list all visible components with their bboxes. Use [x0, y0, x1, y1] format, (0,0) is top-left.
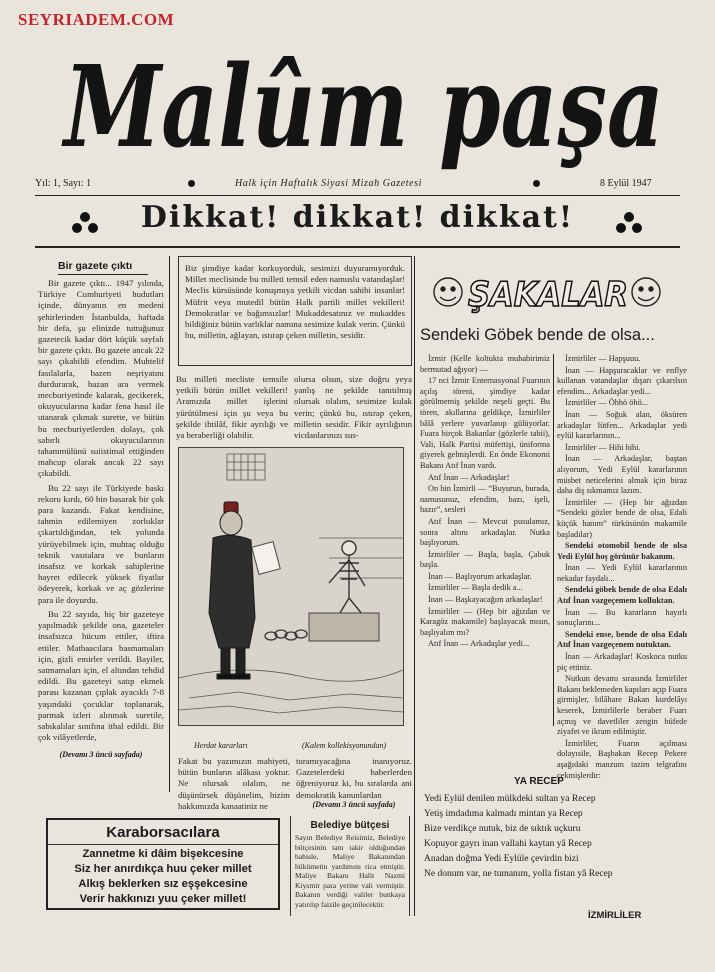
article-title-bir-gazete: Bir gazete çıktı: [58, 260, 133, 272]
info-bar: [35, 178, 680, 194]
clover-icon: [72, 212, 98, 236]
karaborsa-box: [46, 818, 280, 910]
sakalar-left-column: İzmir (Kelle koltukta muhabirimiz bermutad ağıyor) — 17 nci İzmir Enternasyonal Fuarının açılış töreni, şimdiye kadar görülmemiş şekilde neşeli geçti. Bu tören, akıllarına geldikçe, İzmirliler bâlâ yerlere yuvarlanıp gülüyorlar. Fuara birçok Bakanlar (gözlerle tabii), Vali, Halk Partisi müfettişi, üniforma giyerek gelmişlerdi. En önde Ekonomi Bakanı Atıf İnan vardı. Atıf İnan — Arkadaşlar! On bin İzmirli — “Buyurun, burada, namusunuz, efendim, bazı, işeli, hazır”, sesleri Atıf İnan — Mevcut pusulamız, sonra altını arkadaşlar. Nutka başlıyorum. İzmirliler — Başla, başla, Çabuk başla. İnan — Başlıyorum arkadaşlar. İzmirliler — Başla dedik a... İnan — Başkayacağım arkadaşlar! İzmirliler — (Hep bir ağızdan ve Karagöz makamile) başlayacak mısın, başlıyalım mı? Atıf İnan — Arkadaşlar yedi...: [420, 354, 550, 649]
poem-signature: İZMİRLİLER: [588, 910, 642, 921]
poem-title: YA RECEP: [514, 776, 564, 787]
belediye-title: Belediye bütçesi: [310, 820, 390, 831]
article-bottom-right: turamıyacağına inanıyoruz. Gazetelerdeki haberlerden öğreniyoruz ki, bu sıralarda ani demokratik kanunlardan: [296, 756, 412, 800]
site-watermark: SEYRIADEM.COM: [18, 10, 175, 29]
sakalar-logo: [428, 262, 668, 324]
intro-box: [178, 256, 412, 366]
masthead-title: Malûm paşa: [60, 42, 664, 173]
karaborsa-title: Karaborsacılara: [106, 824, 220, 841]
caption-right: (Kalem kollekisyonundan): [302, 741, 387, 750]
divider: [58, 274, 148, 275]
cartoon-illustration: [178, 447, 404, 726]
issue-date: 8 Eylül 1947: [600, 178, 652, 189]
bullet-icon: [533, 180, 540, 187]
sakalar-title: Sendeki Göbek bende de olsa...: [420, 326, 655, 344]
article-body-bir-gazete: Bir gazete çıktı... 1947 yılında, Türkiye Cumhuriyeti hudutları içinde, dünyanın en medeni şehirlerinden İstanbulda, haftada bir defa, şu elinizde tuttuğunuz gazetecik kadar dört küçük sayfalı bir gazete çıktı. Bu gazete ancak 22 sayı çıkabildi efendim. Muhtelif fasılalarla, bazen neşriyatını durdurarak, bazan ara vermek mecburiyetinde kalarak, gecikerek, okuyucularına kadar fena hasıl ile utanarak çıkmak surette, ve bütün bu mecburiyetlerden dolayı, çok sabırlı okuyucularının tahammülünü suiistimal ettiğinden mahcup olarak ancak 22 sayı çıkabildi. Bu 22 sayı ile Türkiyede baskı rekoru kırdı, 60 bin basarak bir çok para kazandı. Fakat kendisine, tahmin edilemiyen zorluklar çıkartıldığından, tek yolunda yürüyebilmek için, muhtaç olduğu teknik vasıtalara ve bunların insafsız ve korkak sahiplerine hayret edilecek yüksek fiyatlar ödeyerek, korkak ve aç gözlerine para ile doyurdu. Bu 22 sayıda, hiç bir gazeteye yapılmadık şekilde ona, gazeteler insafsızca hücum ettiler, iftira ettiler. Matbaacılara basmamaları için, gizli emirler verildi. Bayiler, satmamaları için, el altından tehdid edildi. Bu gazeteyi satıp ekmek parası kazanan çıplak ayacıklı 7-8 yaşındaki çocuklar toplanarak, parmak izleri alınmak suretile, sabıkalılar sınıfına ithal edildi. Bir çok vilâyetlerde,: [38, 278, 164, 743]
bullet-icon: [188, 180, 195, 187]
sakalar-logo-text: ŞAKALAR: [468, 275, 628, 315]
column-divider: [414, 256, 415, 916]
belediye-box: [290, 816, 410, 916]
tagline: Halk için Haftalık Siyasi Mizah Gazetesi: [235, 178, 423, 189]
divider: [35, 246, 680, 248]
caption-left: Herdat kararları: [194, 741, 248, 750]
main-headline: Dikkat! dikkat! dikkat!: [140, 200, 575, 235]
continued-note: (Devamı 3 üncü sayfada): [312, 800, 396, 809]
continued-note: (Devamı 3 üncü sayfada): [59, 750, 143, 759]
karaborsa-poem: Zannetme ki dâim bişekcesine Siz her anırdıkça huu çeker millet Alkış beklerken sız eşşekcesine Verir hakkınızı yuu çeker millet!: [74, 848, 252, 905]
appeal-right-text: olursa olsun, size doğru yeya yanlış ne şekilde tanıtılmış olursak olalım, sesimize kulak verin; çünkü bu, ıstırap çeken, milletin sesidir. Fikir ayrılığının vicdanlarınızı sus-: [294, 374, 412, 441]
clover-icon: [616, 212, 642, 236]
issue-number: Yıl: 1, Sayı: 1: [35, 178, 92, 189]
column-divider: [553, 354, 554, 726]
divider: [48, 844, 278, 845]
poem-ya-recep: Yedi Eylül denilen mülkdeki sultan ya Recep Yetiş imdadıma kalmadı mintan ya Recep Bize verdikçe nutuk, biz de sıktık uçkuru Kopuyor gayrı inan vallahi kaytan yâ Recep Anadan doğma Yedi Eylüle çevirdin bizi Ne donum var, ne tumanım, yolla fistan yâ Recep: [424, 794, 613, 879]
appeal-left-text: Bu milleti mecliste temsile yetkili bütün millet vekilleri! Aramızda millet işlerini yürütülmesi için şu veya bu şekilde ihtilâf, fikir ayrılığı ve ya beraberliği olabilir.: [176, 374, 288, 441]
sakalar-right-column: İzmirliler — Hapşuuu. İnan — Hapşuracaklar ve enflye kullanan vatandaşlar dışarı çıkarılsın efendim... Arkadaşlar yedi... İzmirliler — Öhhö öhö... İnan — Soğuk alan, öksüren arkadaşlar lütfen... Arkadaşlar yedi eylül kararlarının... İzmirliler — Hihi hihi. İnan — Arkadaşlar, baştan alıyorum, Yedi Eylül kararlarının müsbet neticelerini almak için biraz daha diş sıkmamız lazım. İzmirliler — (Hep bir ağızdan “Sendeki gözler bende de olsa, Edali küçük hanım” türküsünün makamile başladılar) Sendeki otomobil bende de olsa Yedi Eylül hoş görünür bakanım. İnan — Yedi Eylül kararlarının nekadar faydalı... Sendeki göbek bende de olsa Edalı Atıf İnan vazgeçemem kolluktan. İnan — Bu kararların hayırlı sonuçlarını... Sendeki ense, bende de olsa Edalı Atıf İnan vazgeçenem nutuktan. İnan — Arkadaşlar! Koskoca nutku piç ettiniz. Nutkun devamı sırasında İzmirliler Bakanı beklemeden kapıları açıp Fuara girmişler, bilâhare Bakan kurdelâyı keserek, İzmirlilerle beraber Fuarı açmış ve davetliler zengin büfede ziyafet ve ikram edilmiştir. İzmirliler, Fuarın açılması dolayısile, Başbakan Recep Pekere aşağıdaki manzum tazim telgrafını çekmişlerdir:: [557, 354, 687, 780]
intro-text: Biz şimdiye kadar korkuyorduk, sesimizi duyuramıyorduk. Millet meclisinde bu milleti temsil eden namuslu vatandaşlar! Meclis kürsüsünde konuşmıya yetkili vicdan sahibi insanlar! Müfrit veya mutedil bütün Halk partili millet vekilleri! Demokratlar ve bağımsızlar! Mukaddesatınız ve mukaddes bildiğiniz bütün varlıklar namına sesimize kulak verin. Çünkü bu, milletin, ağlayan, ıstırap çeken milletin, sesidir.: [185, 263, 405, 341]
article-bottom-left: Fakat bu yazımızın mahiyeti, bütün bunların alâkası yoktur. Ne olursak olalım, ne düşünürsek düşünelim, bizim hakkımızda kanaatiniz ne: [178, 756, 290, 811]
masthead-logo: [58, 34, 678, 174]
divider: [35, 195, 680, 196]
cartoon-drawing: [179, 448, 403, 725]
column-divider: [169, 256, 170, 792]
belediye-text: Sayın Belediye Reisimiz, Belediye bütçesinin tam takir olduğundan bahisle, Maliye Bakanından hükümetin yardımını rica etmiştir. Maliye Bakanı Halit Nazmi Kiysmir para yerine vali vermiştir. Bakanın verdiği valiler bunkaya yatırılıp faizile geçinilecektir.: [295, 833, 405, 909]
